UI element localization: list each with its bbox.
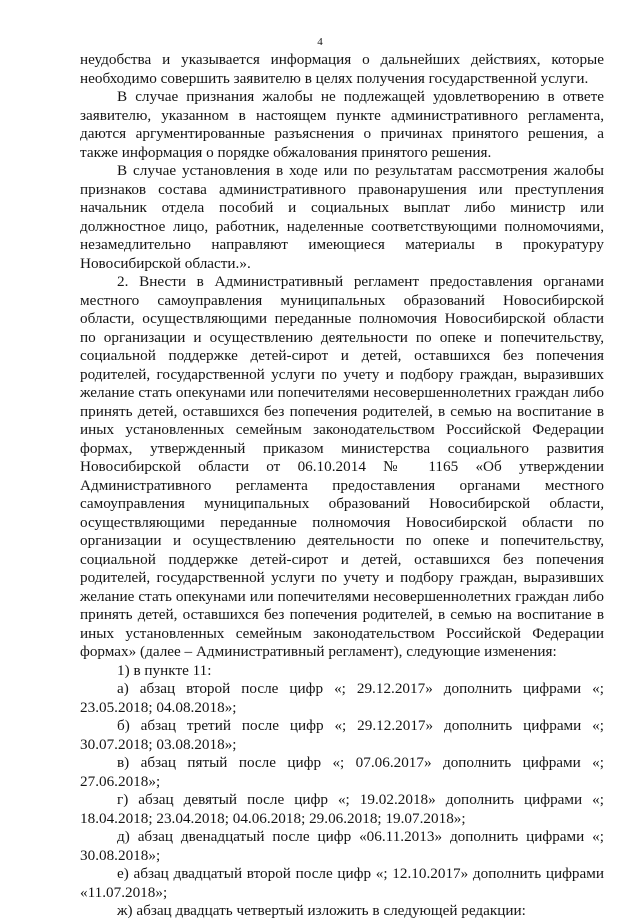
document-body [80, 51, 604, 921]
list-item: в) абзац пятый после цифр «; 07.06.2017» дополнить цифрами «; 27.06.2018»; [80, 754, 604, 790]
paragraph: В случае признания жалобы не подлежащей удовлетворению в ответе заявителю, указанном в настоящем пункте административного регламента, даются аргументированные разъяснения о причинах принятого решения, а также информация о порядке обжалования принятого решения. [80, 88, 604, 161]
list-item: г) абзац девятый после цифр «; 19.02.2018» дополнить цифрами «; 18.04.2018; 23.04.2018; 04.06.2018; 29.06.2018; 19.07.2018»; [80, 791, 604, 827]
list-item: 1) в пункте 11: [117, 661, 212, 679]
list-item: д) абзац двенадцатый после цифр «06.11.2013» дополнить цифрами «; 30.08.2018»; [80, 828, 604, 864]
list-item: б) абзац третий после цифр «; 29.12.2017» дополнить цифрами «; 30.07.2018; 03.08.2018»; [80, 717, 604, 753]
page-number: 4 [317, 36, 323, 48]
list-item: а) абзац второй после цифр «; 29.12.2017» дополнить цифрами «; 23.05.2018; 04.08.2018»; [80, 680, 604, 716]
list-item: е) абзац двадцатый второй после цифр «; 12.10.2017» дополнить цифрами «11.07.2018»; [80, 865, 604, 901]
paragraph: неудобства и указывается информация о дальнейших действиях, которые необходимо совершить заявителю в целях получения государственной услуги. [80, 51, 604, 87]
paragraph: В случае установления в ходе или по результатам рассмотрения жалобы признаков состава административного правонарушения или преступления начальник отдела пособий и социальных выплат либо министр или должностное лицо, работник, наделенные соответствующими полномочиями, незамедлительно направляют имеющиеся материалы в прокуратуру Новосибирской области.». [80, 162, 604, 272]
paragraph: 2. Внести в Административный регламент предоставления органами местного самоуправления муниципальных образований Новосибирской области, осуществляющими переданные полномочия Новосибирской области по организации и осуществлению деятельности по опеке и попечительству, социальной поддержке детей-сирот и детей, оставшихся без попечения родителей, государственной услуги по учету и подбору граждан, выразивших желание стать опекунами или попечителями несовершеннолетних граждан либо принять детей, оставшихся без попечения родителей, в семью на воспитание в иных установленных семейным законодательством Российской Федерации формах, утвержденный приказом министерства социального развития Новосибирской области от 06.10.2014 № 1165 «Об утверждении Административного регламента предоставления органами местного самоуправления муниципальных образований Новосибирской области, осуществляющими переданные полномочия Новосибирской области по организации и осуществлению деятельности по опеке и попечительству, социальной поддержке детей-сирот и детей, оставшихся без попечения родителей, государственной услуги по учету и подбору граждан, выразивших желание стать опекунами или попечителями несовершеннолетних граждан либо принять детей, оставшихся без попечения родителей, в семью на воспитание в иных установленных семейным законодательством Российской Федерации формах» (далее – Административный регламент), следующие изменения: [80, 273, 604, 660]
list-item: ж) абзац двадцать четвертый изложить в следующей редакции: [117, 902, 526, 919]
